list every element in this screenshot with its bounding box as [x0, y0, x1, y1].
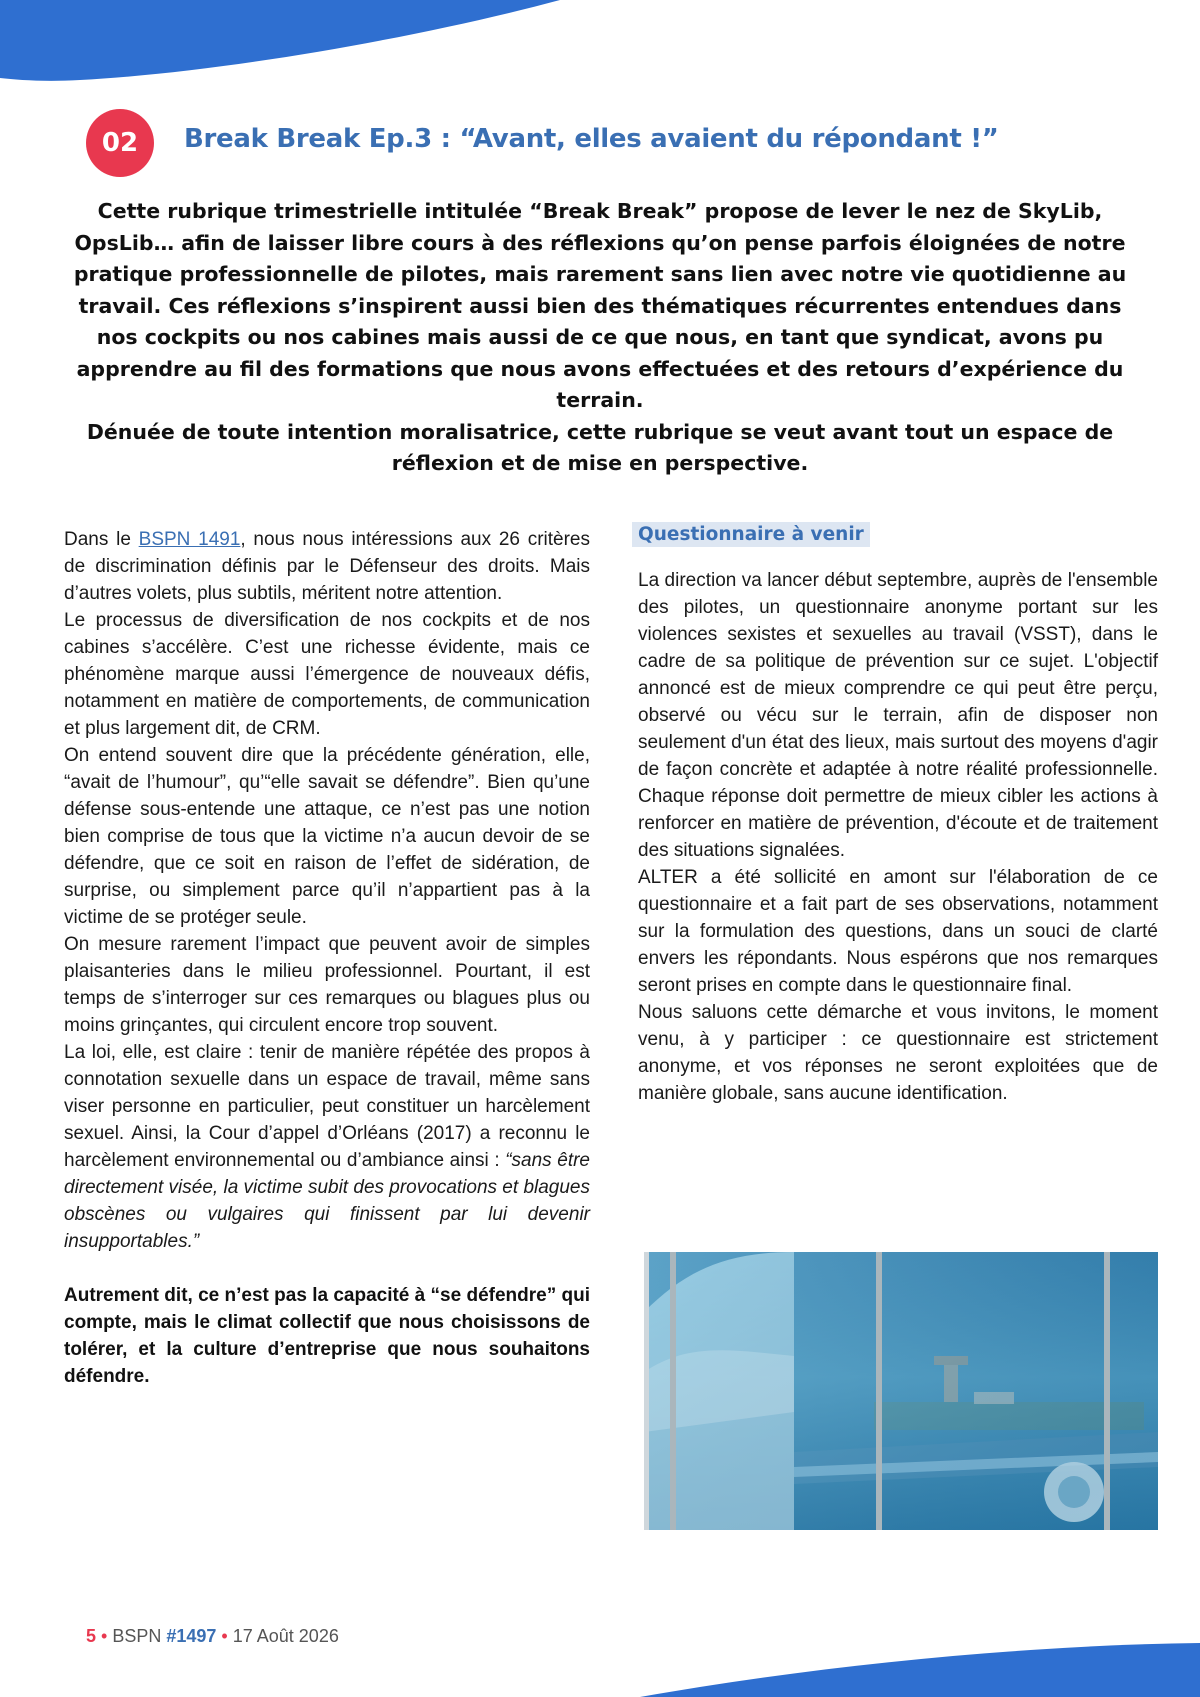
left-paragraph-1 [64, 526, 590, 607]
left-paragraph-2: Le processus de diversification de nos cockpits et de nos cabines s’accélère. C’est une richesse évidente, mais ce phénomène marque aussi l’émergence de nouveaux défis, notamment en matière de comportements, de communication et plus largement dit, de CRM. [64, 610, 590, 739]
issue-number: #1497 [166, 1626, 217, 1646]
court-quote: “sans être directement visée, la victime subit des provocations et blagues obscènes ou vulgaires qui finissent par lui devenir insupportables.” [64, 1150, 590, 1252]
left-column [64, 526, 590, 1390]
right-paragraph-2: ALTER a été sollicité en amont sur l'élaboration de ce questionnaire et a fait part de ses observations, notamment sur la formulation des questions, dans un souci de clarté envers les répondants. Nous espérons que nos remarques seront prises en compte dans le questionnaire final. [638, 867, 1158, 996]
left-paragraph-3: On entend souvent dire que la précédente génération, elle, “avait de l’humour”, qu’“elle savait se défendre”. Bien qu’une défense sous-entende une attaque, ce n’est pas une notion bien comprise de tous que la victime n’a aucun devoir de se défendre, que ce soit en raison de l’effet de sidération, de surprise, ou simplement parce qu’il n’appartient pas à la victime de se protéger seule. [64, 745, 590, 928]
intro-paragraph: Cette rubrique trimestrielle intitulée “Break Break” propose de lever le nez de SkyLib, OpsLib… afin de laisser libre cours à des réflexions qu’on pense parfois éloignées de notre pratique professionnelle de pilotes, mais rarement sans lien avec notre vie quotidienne au travail. Ces réflexions s’inspirent aussi bien des thématiques récurrentes entendues dans nos cockpits ou nos cabines mais aussi de ce que nous, en tant que syndicat, avons pu apprendre au fil des formations que nous avons effectuées et des retours d’expérience du terrain. [73, 199, 1127, 412]
text-span: Dans le [64, 529, 139, 550]
bottom-wave-decoration [0, 1607, 1200, 1697]
bspn-1491-link[interactable]: BSPN 1491 [138, 529, 241, 550]
left-paragraph-5 [64, 1039, 590, 1255]
page-number: 5 [86, 1626, 97, 1646]
section-number-badge [86, 109, 154, 177]
text-span: , nous nous intéressions aux 26 critères de discrimination définis par le Défenseur des droits. Mais d’autres volets, plus subtils, méritent notre attention. [64, 529, 590, 604]
article-title: Break Break Ep.3 : “Avant, elles avaient du répondant !” [184, 124, 999, 154]
right-column [638, 567, 1158, 1107]
intro-block [72, 196, 1128, 480]
separator-2: • [216, 1626, 233, 1646]
aircraft-reflection-photo [644, 1252, 1158, 1530]
conclusion-paragraph: Autrement dit, ce n’est pas la capacité à “se défendre” qui compte, mais le climat collectif que nous choisissons de tolérer, et la culture d’entreprise que nous souhaitons défendre. [64, 1285, 590, 1387]
separator: • [96, 1626, 113, 1646]
top-wave-decoration [0, 0, 1200, 90]
issue-date: 17 Août 2026 [232, 1626, 339, 1646]
intro-paragraph-2: Dénuée de toute intention moralisatrice, cette rubrique se veut avant tout un espace de réflexion et de mise en perspective. [86, 419, 1114, 475]
left-paragraph-4: On mesure rarement l’impact que peuvent avoir de simples plaisanteries dans le milieu professionnel. Pourtant, il est temps de s’interroger sur ces remarques ou blagues plus ou moins grinçantes, qui circulent encore trop souvent. [64, 934, 590, 1036]
publication-name: BSPN [112, 1626, 167, 1646]
text-span: La loi, elle, est claire : tenir de manière répétée des propos à connotation sexuelle dans un espace de travail, même sans viser personne en particulier, peut constituer un harcèlement sexuel. Ainsi, la Cour d’appel d’Orléans (2017) a reconnu le harcèlement environnemental ou d’ambiance ainsi : [64, 1042, 590, 1171]
right-paragraph-1: La direction va lancer début septembre, auprès de l'ensemble des pilotes, un questionnaire anonyme portant sur les violences sexistes et sexuelles au travail (VSST), dans le cadre de sa politique de prévention sur ce sujet. L'objectif annoncé est de mieux comprendre ce qui peut être perçu, observé ou vécu sur le terrain, afin de disposer non seulement d'un état des lieux, mais surtout des moyens d'agir de façon concrète et adaptée à notre réalité professionnelle. Chaque réponse doit permettre de mieux cibler les actions à renforcer en matière de prévention, d'écoute et de traitement des situations signalées. [638, 570, 1158, 861]
section-heading-questionnaire: Questionnaire à venir [632, 522, 870, 547]
section-number: 02 [101, 128, 139, 158]
right-paragraph-3: Nous saluons cette démarche et vous invitons, le moment venu, à y participer : ce questionnaire est strictement anonyme, et vos réponses ne seront exploitées que de manière globale, sans aucune identification. [638, 1002, 1158, 1104]
